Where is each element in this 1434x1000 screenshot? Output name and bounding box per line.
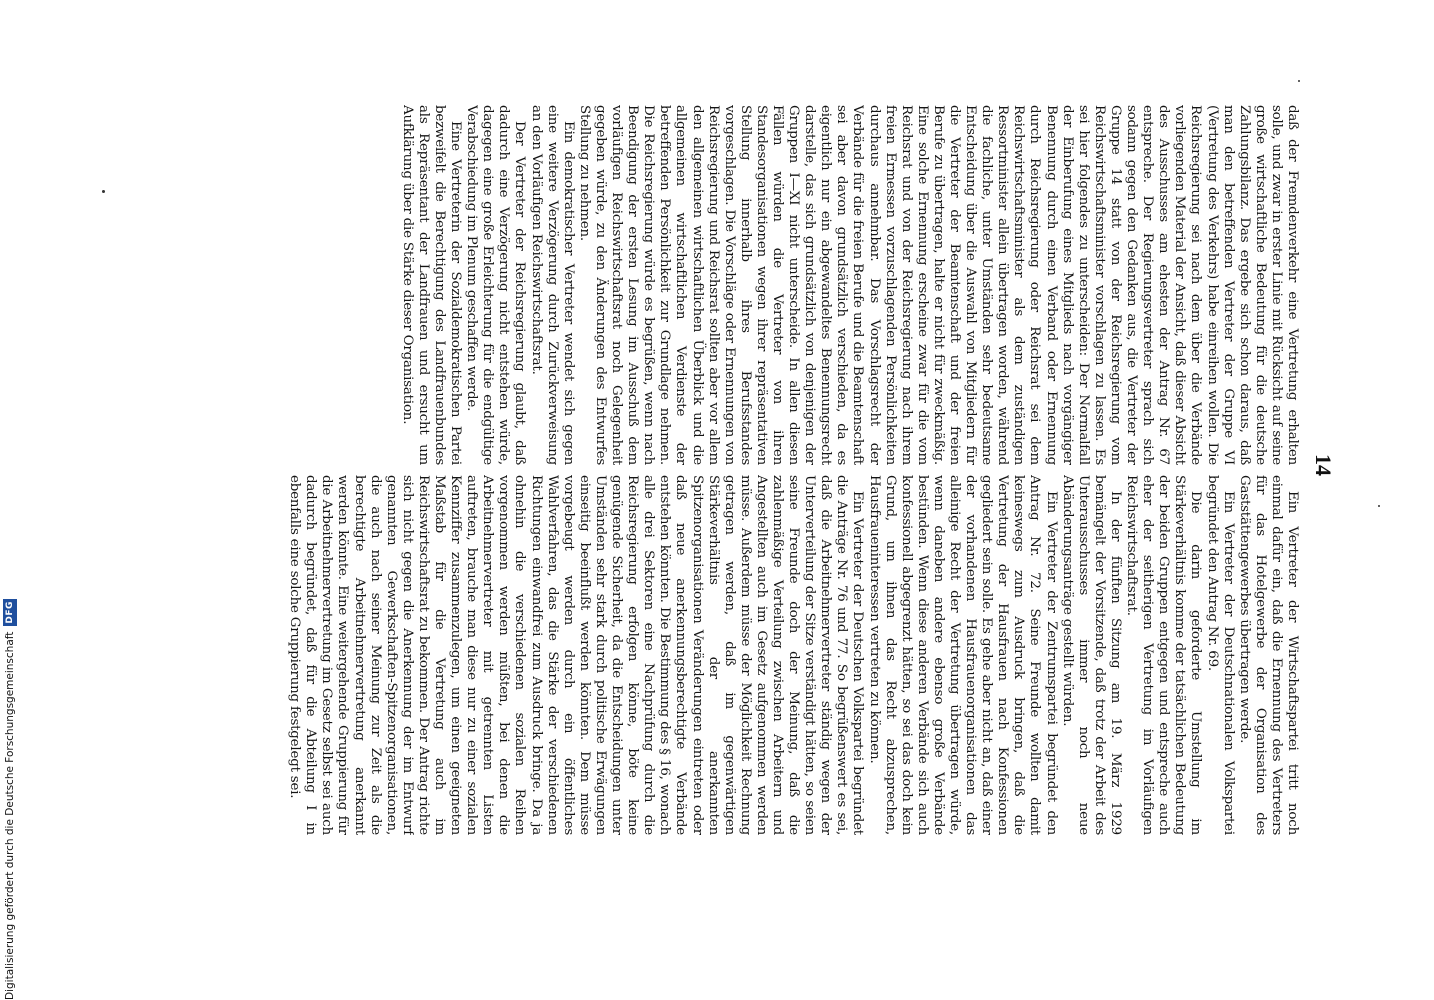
paragraph: daß der Fremdenverkehr eine Vertretung erhalten solle, und zwar in erster Linie mit Rücksicht auf seine große wirtschaftliche Bedeutung für die deutsche Zahlungsbilanz. Das ergebe sich schon daraus, daß man den betreffenden Vertreter der Gruppe VI (Vertretung des Verkehrs) habe einreihen wollen. Die Reichsregierung sei nach dem über die Verbände vorliegenden Material der Ansicht, daß dieser Absicht des Ausschusses am ehesten der Antrag Nr. 67 entspreche. Der Regierungsvertreter sprach sich sodann gegen den Gedanken aus, die Vertreter der Gruppe 14 statt von der Reichsregierung vom Reichswirtschaftsminister vorschlagen zu lassen. Es sei hier folgendes zu unterscheiden: Der Normalfall der Einberufung eines Mitglieds nach vorgängiger Benennung durch einen Verband oder Ernennung durch Reichsregierung oder Reichsrat sei dem Reichswirtschaftsminister als dem zuständigen Ressortminister allein übertragen worden, während die fachliche, unter Umständen sehr bedeutsame Entscheidung über die Auswahl von Mitgliedern für die Vertreter der Beamtenschaft und der freien Berufe zu übertragen, halte er nicht für zweckmäßig. Eine solche Ernennung erscheine zwar für die vom Reichsrat und von der Reichsregierung nach ihrem freien Ermessen vorzuschlagenden Persönlichkeiten durchaus annehmbar. Das Vorschlagsrecht der Verbände für die freien Berufe und die Beamtenschaft sei aber davon grundsätzlich verschieden, da es eigentlich nur ein abgewandeltes Benennungsrecht darstelle, das sich grundsätzlich von denjenigen der Gruppen I—XI nicht unterscheide. In allen diesen Fällen würden die Vertreter von ihren Standesorganisationen wegen ihrer repräsentativen Stellung innerhalb ihres Berufsstandes vorgeschlagen. Die Vorschläge oder Ernennungen von Reichsregierung und Reichsrat sollten aber vor allem den allgemeinen wirtschaftlichen Überblick und die allgemeinen wirtschaftlichen Verdienste der betreffenden Persönlichkeit zur Grundlage nehmen. Die Reichsregierung würde es begrüßen, wenn nach Beendigung der ersten Lesung im Ausschuß dem vorläufigen Reichswirtschaftsrat noch Gelegenheit gegeben würde, zu den Änderungen des Entwurfes Stellung zu nehmen. (576, 105, 1300, 465)
dfg-logo-icon: DFG (5, 601, 15, 624)
left-column (120, 105, 1300, 465)
paragraph: Ein demokratischer Vertreter wendet sich gegen eine weitere Verzögerung durch Zurückverweisung an den Vorläufigen Reichswirtschaftsrat. (528, 105, 576, 465)
scan-speck (102, 190, 105, 193)
paragraph: Eine Vertreterin der Sozialdemokratischen Partei bezweifelt die Berechtigung des Landfrauenbundes als Repräsentant der Landfrauen und ersucht um Aufklärung über die Stärke dieser Organisation. (399, 105, 464, 465)
paragraph: Der Vertreter der Reichsregierung glaubt, daß dadurch eine Verzögerung nicht entstehen würde, dagegen eine große Erleichterung für die endgültige Verabschiedung im Plenum geschaffen werde. (464, 105, 528, 465)
scan-speck (1298, 80, 1300, 82)
right-column (120, 475, 1300, 835)
paragraph: Ein Vertreter der Deutschen Volkspartei begründet die Anträge Nr. 76 und 77. So begrüßenswert es sei, daß die Arbeitnehmervertreter ständig wegen der Unterverteilung der Sitze verständigt hätten, so seien seine Freunde doch der Meinung, daß die zahlenmäßige Verteilung zwischen Arbeitern und Angestellten auch im Gesetz aufgenommen werden müsse. Außerdem müsse der Möglichkeit Rechnung getragen werden, daß im gegenwärtigen Stärkeverhältnis der anerkannten Spitzenorganisationen Veränderungen eintreten oder daß neue anerkennungsberechtigte Verbände entstehen könnten. Die Bestimmung des § 16, wonach alle drei Sektoren eine Nachprüfung durch die Reichsregierung erfolgen könne, böte keine genügende Sicherheit, da die Entscheidungen unter Umständen sehr stark durch politische Erwägungen einseitig beeinflußt werden könnten. Dem müsse vorgebeugt werden durch ein öffentliches Wahlverfahren, das die Stärke der verschiedenen Richtungen einwandfrei zum Ausdruck bringe. Da ja ohnehin die verschiedenen sozialen Reihen vorgenommen werden müßten, bei denen die Arbeitnehmervertreter mit getrennten Listen auftreten, brauche man diese nur zu einer sozialen Kennziffer zusammenzulegen, um einen geeigneten Maßstab für die Vertretung auch im Reichswirtschaftsrat zu bekommen. Der Antrag richte sich nicht gegen die Anerkennung der im Entwurf genannten Gewerkschaften-Spitzenorganisationen, die auch nach seiner Meinung zur Zeit als die berechtigte Arbeitnehmervertretung anerkannt werden könnte. Eine weitergehende Gruppierung für die Arbeitnehmervertretung im Gesetz selbst sei auch dadurch begründet, daß für die Abteilung I in ebenfalls eine solche Gruppierung festgelegt sei. (287, 475, 866, 835)
page-number: 14 (1311, 454, 1336, 476)
paragraph: Ein Vertreter der Deutschnationalen Volkspartei begründet den Antrag Nr. 69. (1204, 475, 1236, 835)
paragraph: Ein Vertreter der Zentrumspartei begründet den Antrag Nr. 72. Seine Freunde wollten damit keineswegs zum Ausdruck bringen, daß die Vertretung der Hausfrauen nach Konfessionen gegliedert sein solle. Es gehe aber nicht an, daß einer der vorhandenen Hausfrauenorganisationen das alleinige Recht der Vertretung übertragen würde, wenn daneben andere ebenso große Verbände bestünden. Wenn diese anderen Verbände sich auch konfessionell abgegrenzt hätten, so sei das doch kein Grund, um ihnen das Recht abzusprechen, Hausfraueninteressen vertreten zu können. (866, 475, 1059, 835)
paragraph: In der fünften Sitzung am 19. März 1929 bemängelt der Vorsitzende, daß trotz der Arbeit des Unterausschusses immer noch neue Abänderungsanträge gestellt würden. (1059, 475, 1123, 835)
scan-speck (1378, 505, 1380, 507)
rotated-page (108, 105, 1338, 835)
paragraph: Die darin geforderte Umstellung im Stärkeverhältnis komme der tatsächlichen Bedeutung der beiden Gruppen entgegen und entspreche auch eher der seitherigen Vertretung im Vorläufigen Reichswirtschaftsrat. (1124, 475, 1204, 835)
digitization-footer (0, 0, 20, 1000)
footer-text: Digitalisierung gefördert durch die Deutsche Forschungsgemeinschaft (4, 631, 16, 1000)
paragraph: Ein Vertreter der Wirtschaftspartei tritt noch einmal dafür ein, daß die Ernennung des Vertreters für das Hotelgewerbe der Organisation des Gaststättengewerbes übertragen werde. (1236, 475, 1300, 835)
